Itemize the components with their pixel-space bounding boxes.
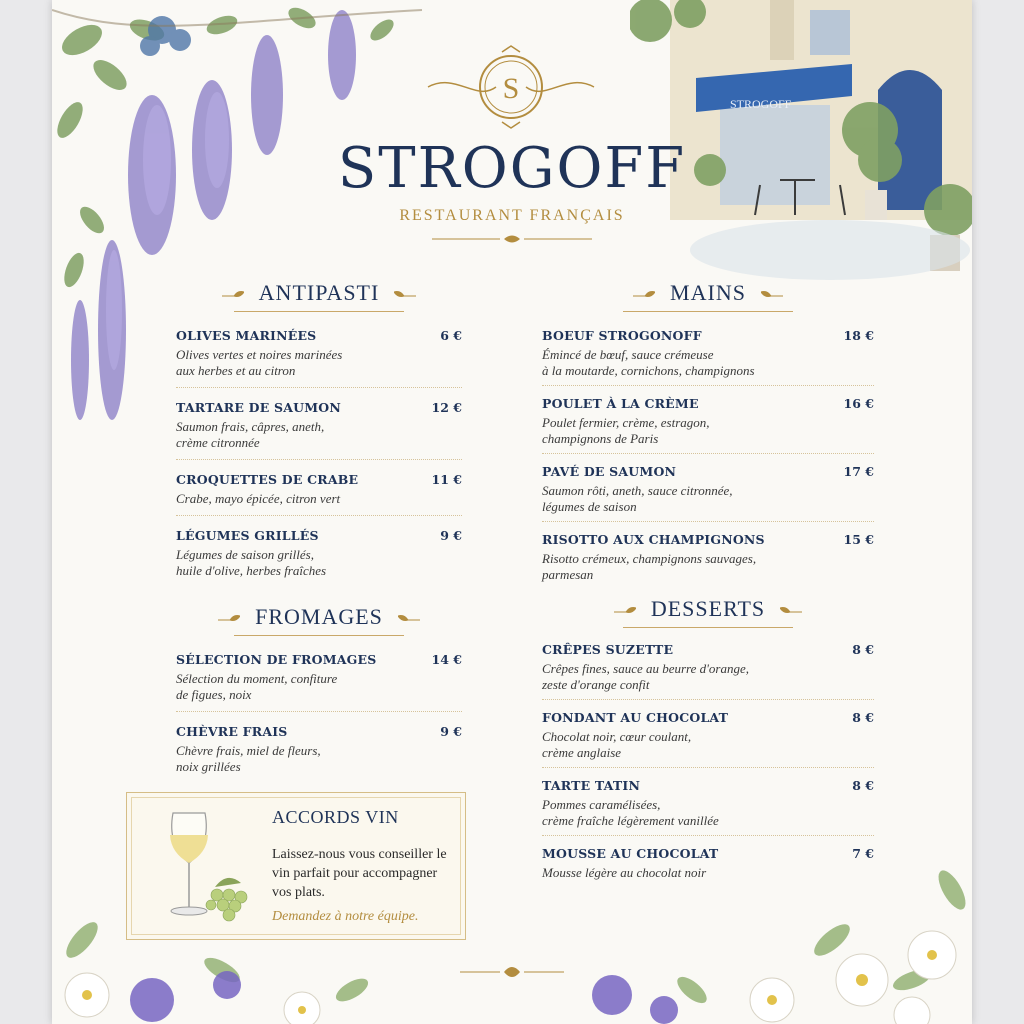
item-name: CHÈVRE FRAIS [176, 724, 288, 739]
item-description: Olives vertes et noires marinées aux herbes et au citron [176, 347, 343, 378]
monogram-letter: S [502, 72, 520, 105]
menu-item [542, 396, 874, 447]
item-name: SÉLECTION DE FROMAGES [176, 652, 377, 667]
menu-item [176, 724, 462, 775]
section-title: DESSERTS [650, 596, 766, 621]
section-antipasti [176, 280, 462, 579]
item-description: Chèvre frais, miel de fleurs, noix grillées [176, 743, 321, 774]
item-price: 6 € [440, 328, 462, 343]
menu-item [542, 846, 874, 881]
item-name: TARTE TATIN [542, 778, 641, 793]
menu-item [542, 710, 874, 761]
item-name: POULET À LA CRÈME [542, 396, 699, 411]
leaf-flourish-icon [761, 290, 783, 302]
section-header [176, 604, 462, 640]
leaf-flourish-icon [222, 290, 244, 302]
monogram-crest [426, 42, 596, 132]
menu-item [176, 400, 462, 451]
menu-item [542, 532, 874, 583]
item-price: 7 € [852, 846, 874, 861]
restaurant-subtitle: RESTAURANT FRANÇAIS [399, 207, 625, 224]
leaf-flourish-icon [614, 606, 636, 618]
leaf-flourish-icon [218, 614, 240, 626]
menu-item [542, 464, 874, 515]
wine-cta: Demandez à notre équipe. [272, 909, 419, 924]
item-name: BOEUF STROGONOFF [542, 328, 702, 343]
item-name: CROQUETTES DE CRABE [176, 472, 359, 487]
item-price: 8 € [852, 710, 874, 725]
item-description: Poulet fermier, crème, estragon, champignons de Paris [542, 415, 710, 446]
section-header [176, 280, 462, 316]
item-description: Légumes de saison grillés, huile d'olive, herbes fraîches [176, 547, 327, 578]
menu-item [176, 528, 462, 579]
leaf-flourish-icon [633, 290, 655, 302]
item-price: 14 € [431, 652, 462, 667]
item-name: TARTARE DE SAUMON [176, 400, 341, 415]
leaf-flourish-icon [398, 614, 420, 626]
menu-item [176, 328, 462, 379]
item-name: MOUSSE AU CHOCOLAT [542, 846, 719, 861]
item-price: 15 € [843, 532, 874, 547]
section-mains [542, 280, 874, 583]
item-description: Crêpes fines, sauce au beurre d'orange, zeste d'orange confit [542, 661, 750, 692]
wine-pairing-box [126, 792, 466, 940]
item-name: FONDANT AU CHOCOLAT [542, 710, 729, 725]
menu-sheet [52, 0, 972, 1024]
item-name: OLIVES MARINÉES [176, 328, 317, 343]
item-description: Saumon frais, câpres, aneth, crème citronnée [176, 419, 325, 450]
section-title: ANTIPASTI [258, 280, 380, 305]
item-price: 12 € [431, 400, 462, 415]
wine-text: Laissez-nous vous conseiller le vin parfait pour accompagner vos plats. [272, 847, 447, 900]
section-fromages [176, 604, 462, 775]
item-description: Pommes caramélisées, crème fraîche légèrement vanillée [542, 797, 719, 828]
menu-item [542, 642, 874, 693]
leaf-flourish-icon [394, 290, 416, 302]
section-title: MAINS [670, 280, 746, 305]
menu-item [542, 778, 874, 829]
item-price: 9 € [440, 724, 462, 739]
item-description: Saumon rôti, aneth, sauce citronnée, légumes de saison [542, 483, 733, 514]
flourish-divider [432, 232, 592, 246]
wine-title: ACCORDS VIN [272, 807, 399, 827]
menu-item [176, 652, 462, 703]
grapes-icon [206, 889, 247, 921]
menu-item [542, 328, 874, 379]
awning-text: STROGOFF [730, 97, 792, 111]
item-price: 18 € [843, 328, 874, 343]
menu-item [176, 472, 462, 507]
item-price: 8 € [852, 642, 874, 657]
bottom-flourish [460, 962, 564, 982]
item-price: 16 € [843, 396, 874, 411]
restaurant-name: STROGOFF [337, 136, 687, 201]
item-name: RISOTTO AUX CHAMPIGNONS [542, 532, 765, 547]
item-description: Mousse légère au chocolat noir [542, 865, 707, 880]
item-name: LÉGUMES GRILLÉS [176, 528, 319, 543]
item-price: 9 € [440, 528, 462, 543]
item-description: Émincé de bœuf, sauce crémeuse à la moutarde, cornichons, champignons [542, 347, 755, 378]
item-description: Crabe, mayo épicée, citron vert [176, 491, 341, 506]
item-price: 11 € [431, 472, 462, 487]
item-price: 17 € [843, 464, 874, 479]
section-desserts [542, 596, 874, 881]
item-name: CRÊPES SUZETTE [542, 642, 674, 657]
leaf-flourish-icon [780, 606, 802, 618]
item-price: 8 € [852, 778, 874, 793]
item-name: PAVÉ DE SAUMON [542, 464, 677, 479]
item-description: Chocolat noir, cœur coulant, crème anglaise [542, 729, 692, 760]
item-description: Sélection du moment, confiture de figues, noix [176, 671, 338, 702]
item-description: Risotto crémeux, champignons sauvages, parmesan [542, 551, 757, 582]
section-header [542, 280, 874, 316]
section-header [542, 596, 874, 632]
section-title: FROMAGES [255, 604, 383, 629]
wine-glass-icon [145, 805, 255, 927]
